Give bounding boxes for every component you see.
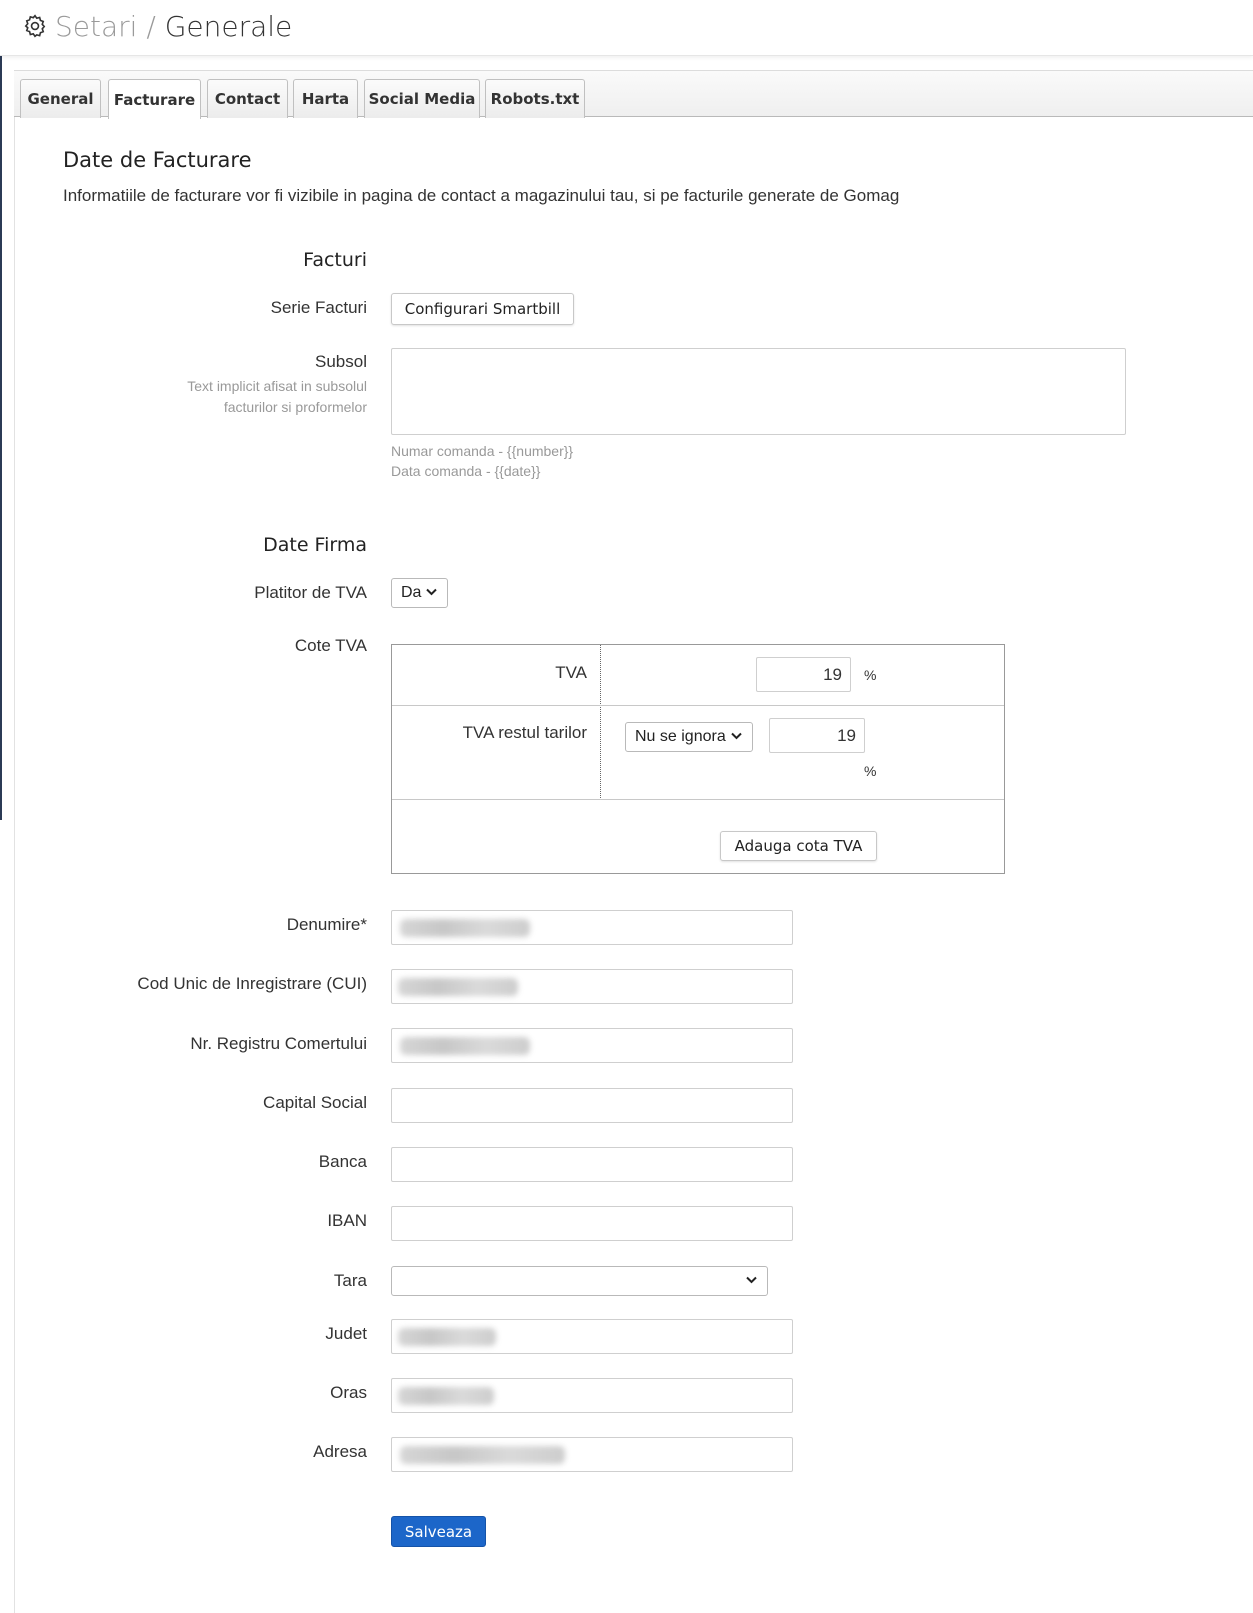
breadcrumb-current: Generale — [164, 10, 293, 43]
iban-input[interactable] — [391, 1206, 793, 1241]
note-order-date: Data comanda - {{date}} — [391, 463, 541, 479]
redacted-value — [400, 919, 530, 937]
banca-input[interactable] — [391, 1147, 793, 1182]
vat-row-divider — [392, 705, 1004, 706]
cui-input[interactable] — [391, 969, 793, 1004]
tva-rest-percent: % — [864, 763, 877, 779]
breadcrumb — [55, 10, 292, 43]
capital-social-input[interactable] — [391, 1088, 793, 1123]
gear-icon — [22, 13, 48, 39]
judet-input[interactable] — [391, 1319, 793, 1354]
subsol-label: Subsol — [315, 352, 367, 371]
group-title-facturi: Facturi — [303, 249, 367, 271]
section-title: Date de Facturare — [63, 148, 252, 172]
group-title-date-firma: Date Firma — [263, 534, 367, 556]
tab-facturare[interactable]: Facturare — [108, 79, 201, 119]
chevron-down-icon — [426, 588, 437, 596]
adresa-label: Adresa — [313, 1442, 367, 1461]
configurari-smartbill-button[interactable]: Configurari Smartbill — [391, 293, 574, 325]
sidebar-edge — [0, 0, 2, 820]
tva-input[interactable]: 19 — [756, 657, 851, 692]
section-description: Informatiile de facturare vor fi vizibile in pagina de contact a magazinului tau, si pe facturile generate de Gomag — [63, 186, 900, 205]
tab-bar — [14, 70, 1253, 117]
subsol-textarea[interactable] — [391, 348, 1126, 435]
tva-label: TVA — [555, 663, 587, 682]
cote-tva-label: Cote TVA — [294, 636, 367, 655]
redacted-value — [398, 1328, 496, 1346]
breadcrumb-root[interactable]: Setari — [55, 10, 138, 43]
salveaza-button[interactable]: Salveaza — [391, 1516, 486, 1547]
tva-rest-select-value: Nu se ignora — [635, 728, 726, 745]
adresa-input[interactable] — [391, 1437, 793, 1472]
tab-harta[interactable]: Harta — [293, 79, 358, 118]
tara-select[interactable] — [391, 1266, 768, 1296]
redacted-value — [398, 1387, 494, 1405]
oras-label: Oras — [330, 1383, 367, 1402]
breadcrumb-separator: / — [146, 10, 156, 43]
registru-comertului-label: Nr. Registru Comertului — [190, 1034, 367, 1053]
platitor-tva-label: Platitor de TVA — [254, 583, 367, 602]
judet-label: Judet — [325, 1324, 367, 1343]
denumire-input[interactable] — [391, 910, 793, 945]
note-order-number: Numar comanda - {{number}} — [391, 443, 574, 459]
tva-rest-select[interactable] — [625, 722, 753, 752]
tab-social-media[interactable]: Social Media — [364, 79, 480, 118]
capital-social-label: Capital Social — [263, 1093, 367, 1112]
redacted-value — [400, 1037, 530, 1055]
chevron-down-icon — [746, 1276, 757, 1284]
tab-contact[interactable]: Contact — [207, 79, 288, 118]
tva-percent: % — [864, 667, 877, 683]
oras-input[interactable] — [391, 1378, 793, 1413]
platitor-tva-value: Da — [401, 584, 422, 601]
tab-general[interactable]: General — [20, 79, 101, 118]
tara-label: Tara — [333, 1271, 367, 1290]
tva-rest-input[interactable]: 19 — [769, 718, 865, 753]
platitor-tva-select[interactable] — [391, 578, 448, 608]
page-header — [0, 0, 1253, 56]
vat-column-divider — [600, 645, 601, 800]
vat-rates-table — [391, 644, 1005, 874]
serie-facturi-label: Serie Facturi — [270, 298, 367, 317]
vat-row-divider — [392, 799, 1004, 800]
chevron-down-icon — [731, 732, 742, 740]
tab-robots[interactable]: Robots.txt — [485, 79, 585, 118]
redacted-value — [398, 978, 518, 996]
tva-restul-tarilor-label: TVA restul tarilor — [462, 723, 587, 742]
iban-label: IBAN — [327, 1211, 367, 1230]
adauga-cota-tva-button[interactable]: Adauga cota TVA — [720, 831, 877, 861]
cui-label: Cod Unic de Inregistrare (CUI) — [137, 974, 367, 993]
registru-comertului-input[interactable] — [391, 1028, 793, 1063]
redacted-value — [400, 1446, 565, 1464]
subsol-hint: Text implicit afisat in subsolul facturilor si proformelor — [187, 378, 367, 415]
denumire-label: Denumire* — [286, 915, 367, 934]
banca-label: Banca — [318, 1152, 367, 1171]
